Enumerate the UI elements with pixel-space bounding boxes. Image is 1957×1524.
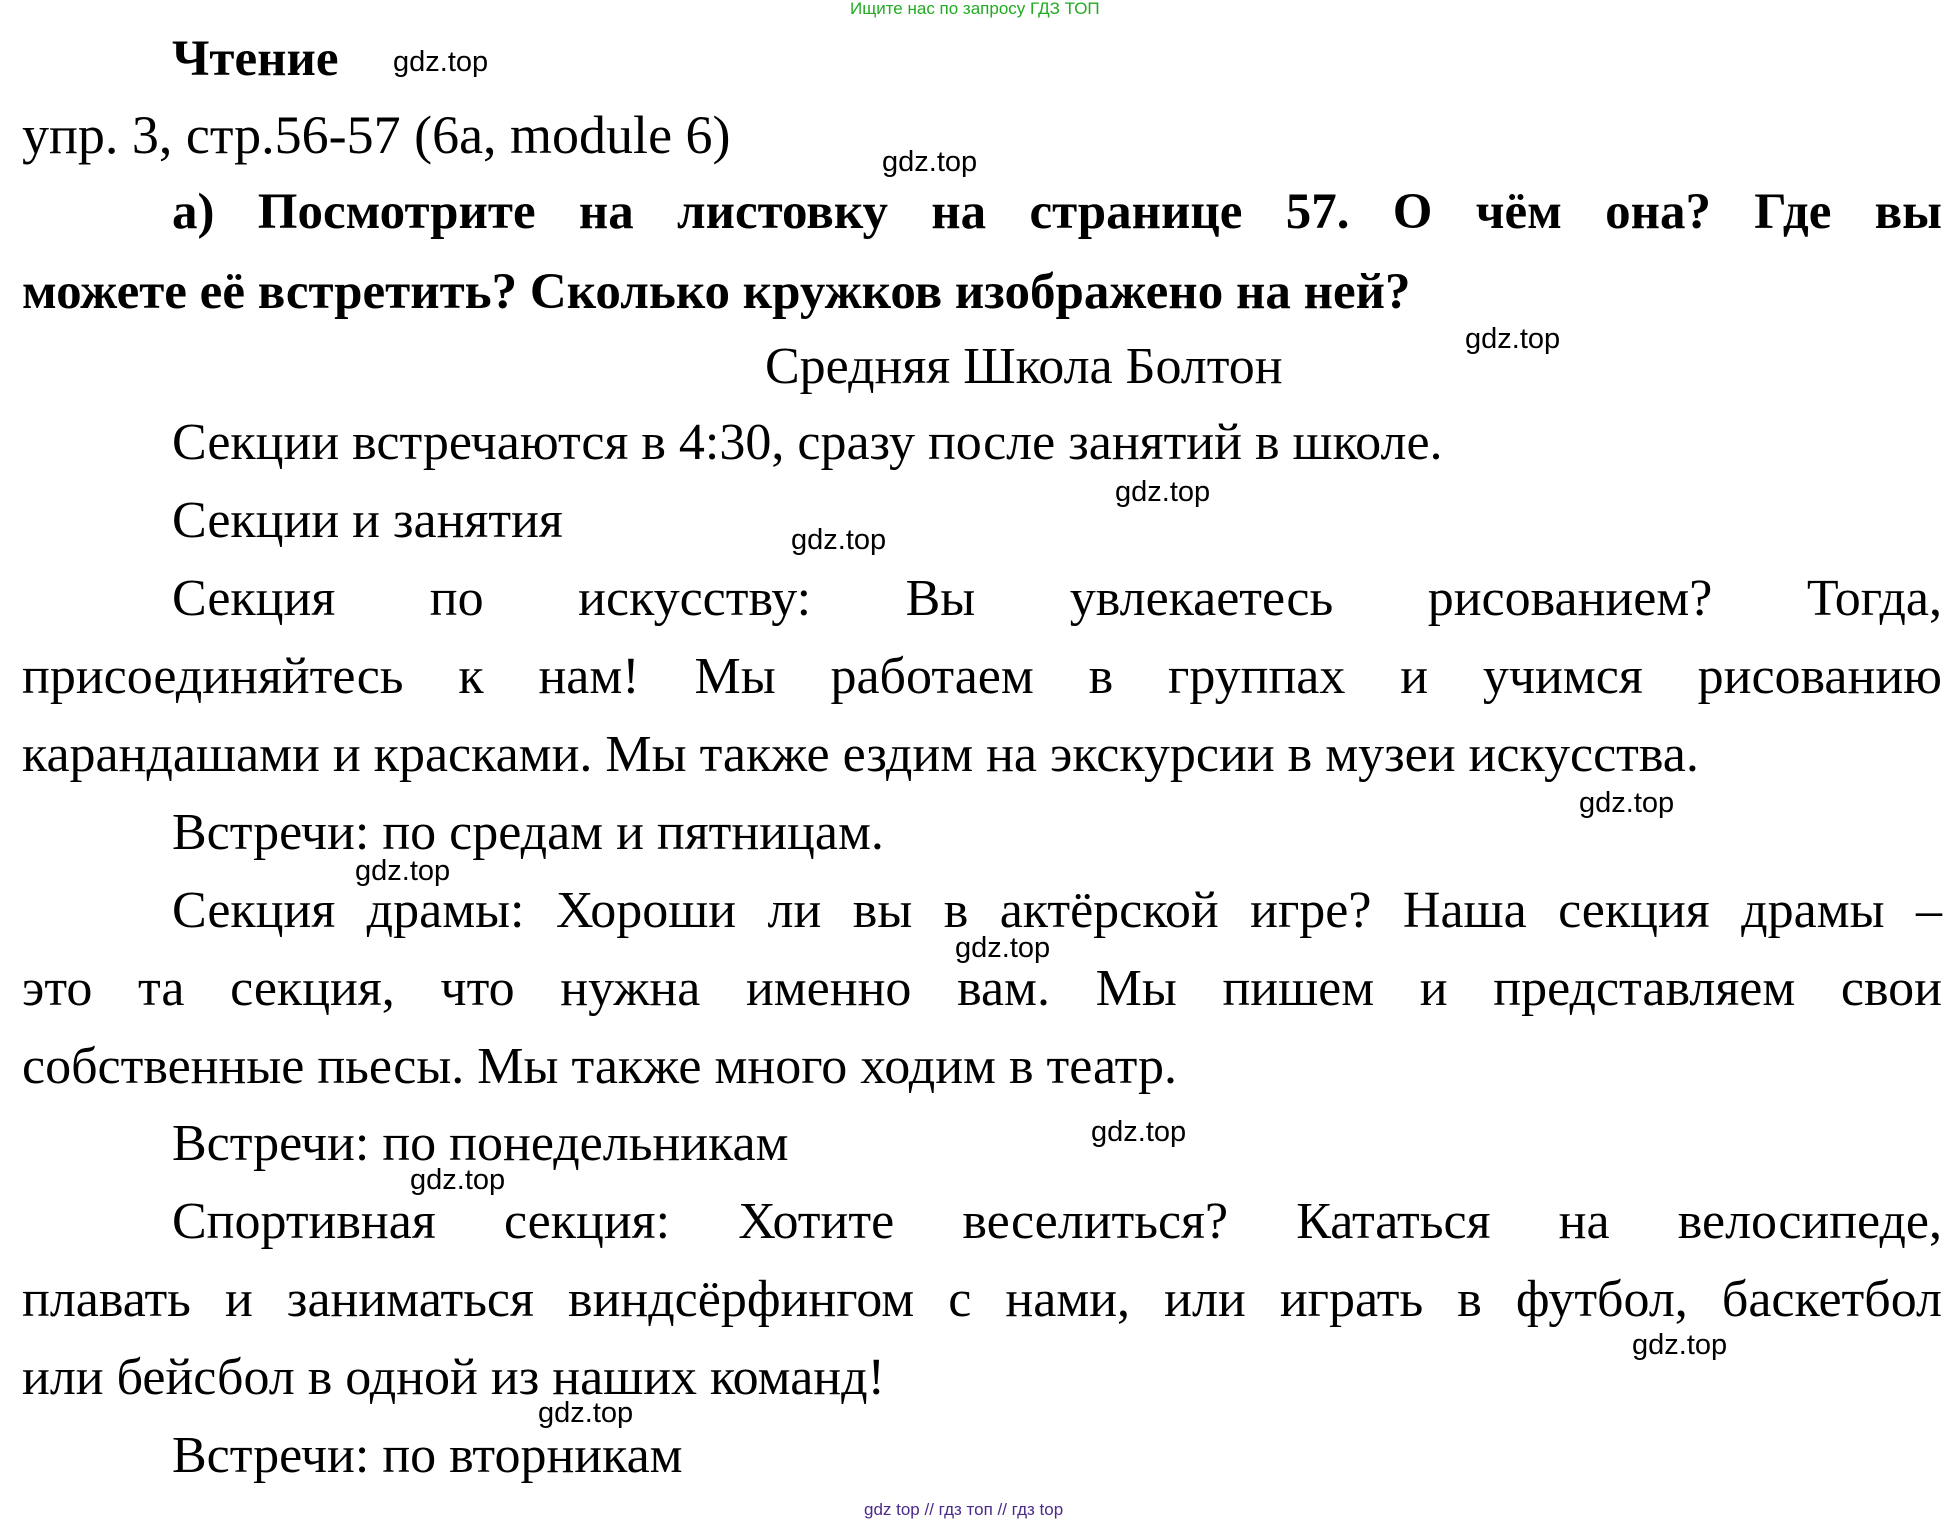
watermark: gdz.top [1091,1116,1187,1148]
section-title: Секции и занятия [172,492,563,549]
watermark: gdz.top [882,146,978,178]
art-meetings: Встречи: по средам и пятницам. [172,804,884,861]
drama-line-2: это та секция, что нужна именно вам. Мы пишем и представляем свои [22,960,1942,1017]
watermark: gdz.top [955,932,1051,964]
sport-meetings: Встречи: по вторникам [172,1427,683,1484]
drama-line-3: собственные пьесы. Мы также много ходим в театр. [22,1038,1178,1095]
art-line-2: присоединяйтесь к нам! Мы работаем в группах и учимся рисованию [22,648,1942,705]
watermark: gdz.top [410,1164,506,1196]
school-name: Средняя Школа Болтон [765,338,1283,395]
watermark: gdz.top [1632,1329,1728,1361]
leaflet-intro: Секции встречаются в 4:30, сразу после занятий в школе. [172,414,1443,471]
bottom-banner: gdz top // гдз топ // гдз top [864,1500,1064,1519]
watermark: gdz.top [1465,323,1561,355]
watermark: gdz.top [538,1397,634,1429]
watermark: gdz.top [355,855,451,887]
task-line-1: а) Посмотрите на листовку на странице 57. О чём она? Где вы [172,184,1942,240]
art-line-1: Секция по искусству: Вы увлекаетесь рисованием? Тогда, [172,570,1942,627]
watermark: gdz.top [1579,787,1675,819]
watermark: gdz.top [1115,476,1211,508]
watermark: gdz.top [791,524,887,556]
task-line-2: можете её встретить? Сколько кружков изображено на ней? [22,264,1411,320]
drama-line-1: Секция драмы: Хороши ли вы в актёрской игре? Наша секция драмы – [172,882,1942,939]
top-banner: Ищите нас по запросу ГДЗ ТОП [850,0,1100,18]
page-heading: Чтение [172,31,339,87]
watermark: gdz.top [393,46,489,78]
exercise-reference: упр. 3, стр.56-57 (6a, module 6) [22,105,731,165]
sport-line-3: или бейсбол в одной из наших команд! [22,1349,885,1406]
sport-line-2: плавать и заниматься виндсёрфингом с нами, или играть в футбол, баскетбол [22,1271,1942,1328]
drama-meetings: Встречи: по понедельникам [172,1115,789,1172]
sport-line-1: Спортивная секция: Хотите веселиться? Кататься на велосипеде, [172,1193,1942,1250]
art-line-3: карандашами и красками. Мы также ездим на экскурсии в музеи искусства. [22,726,1699,783]
